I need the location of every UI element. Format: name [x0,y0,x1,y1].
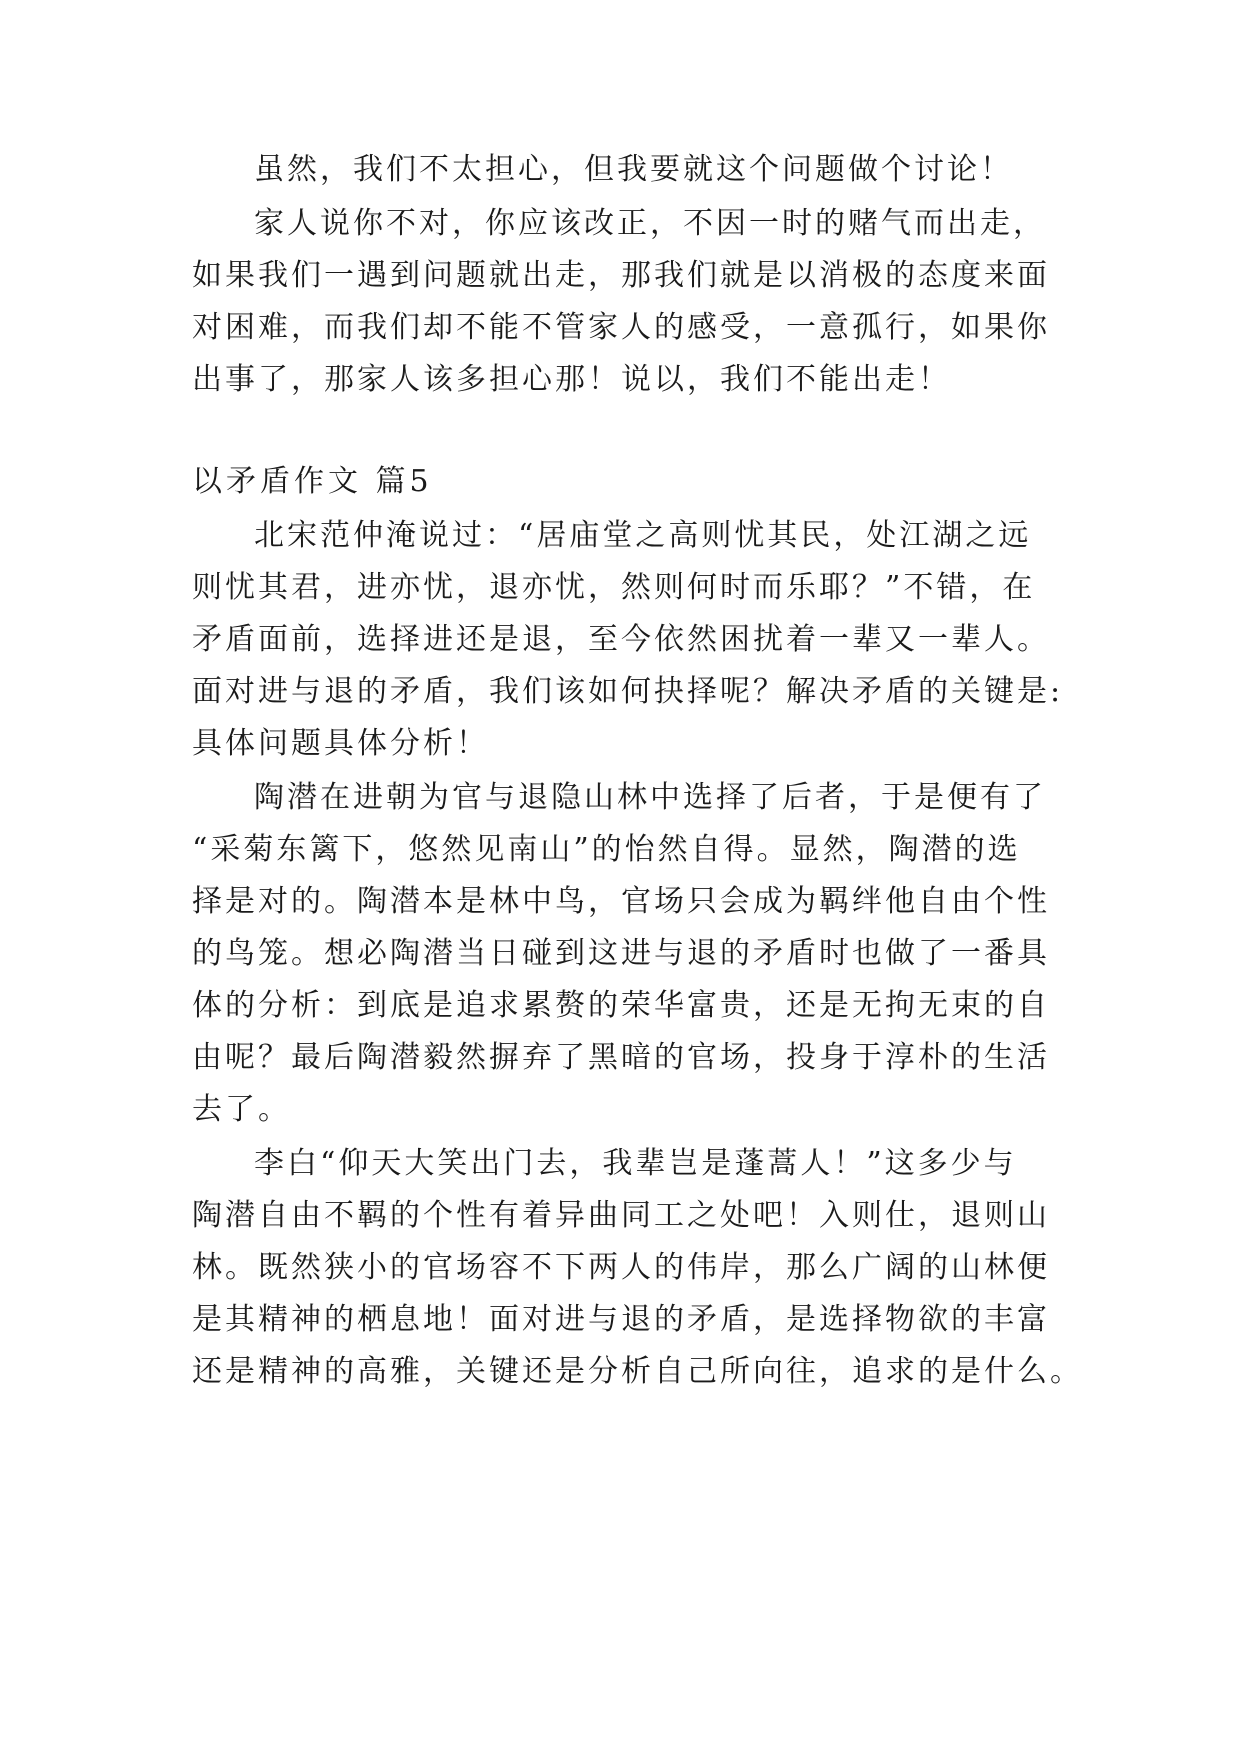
paragraph-line: 择是对的。陶潜本是林中鸟，官场只会成为羁绊他自由个性 [192,884,1050,919]
paragraph-line: 的鸟笼。想必陶潜当日碰到这进与退的矛盾时也做了一番具 [192,936,1050,971]
paragraph-line: 虽然，我们不太担心，但我要就这个问题做个讨论！ [254,152,1013,187]
paragraph-line: 李白“仰天大笑出门去，我辈岂是蓬蒿人！”这多少与 [254,1146,1017,1181]
paragraph-line: 具体问题具体分析！ [192,726,489,761]
paragraph-line: 矛盾面前，选择进还是退，至今依然困扰着一辈又一辈人。 [192,622,1050,657]
paragraph-line: 是其精神的栖息地！面对进与退的矛盾，是选择物欲的丰富 [192,1302,1050,1337]
paragraph-line: 陶潜在进朝为官与退隐山林中选择了后者，于是便有了 [254,780,1046,815]
paragraph-line: 由呢？最后陶潜毅然摒弃了黑暗的官场，投身于淳朴的生活 [192,1040,1050,1075]
paragraph-line: 则忧其君，进亦忧，退亦忧，然则何时而乐耶？”不错，在 [192,570,1036,605]
paragraph-line: 还是精神的高雅，关键还是分析自己所向往，追求的是什么。 [192,1354,1083,1389]
paragraph-line: 家人说你不对，你应该改正，不因一时的赌气而出走， [254,206,1046,241]
paragraph-line: 林。既然狭小的官场容不下两人的伟岸，那么广阔的山林便 [192,1250,1050,1285]
section-heading: 以矛盾作文 篇5 [192,464,433,499]
paragraph-line: 如果我们一遇到问题就出走，那我们就是以消极的态度来面 [192,258,1050,293]
paragraph-line: 北宋范仲淹说过：“居庙堂之高则忧其民，处江湖之远 [254,518,1032,553]
paragraph-line: 去了。 [192,1092,291,1127]
paragraph-line: “采菊东篱下，悠然见南山”的怡然自得。显然，陶潜的选 [192,832,1021,867]
paragraph-line: 出事了，那家人该多担心那！说以，我们不能出走！ [192,362,951,397]
paragraph-line: 体的分析：到底是追求累赘的荣华富贵，还是无拘无束的自 [192,988,1050,1023]
paragraph-line: 陶潜自由不羁的个性有着异曲同工之处吧！入则仕，退则山 [192,1198,1050,1233]
paragraph-line: 对困难，而我们却不能不管家人的感受，一意孤行，如果你 [192,310,1050,345]
paragraph-line: 面对进与退的矛盾，我们该如何抉择呢？解决矛盾的关键是: [192,674,1064,709]
